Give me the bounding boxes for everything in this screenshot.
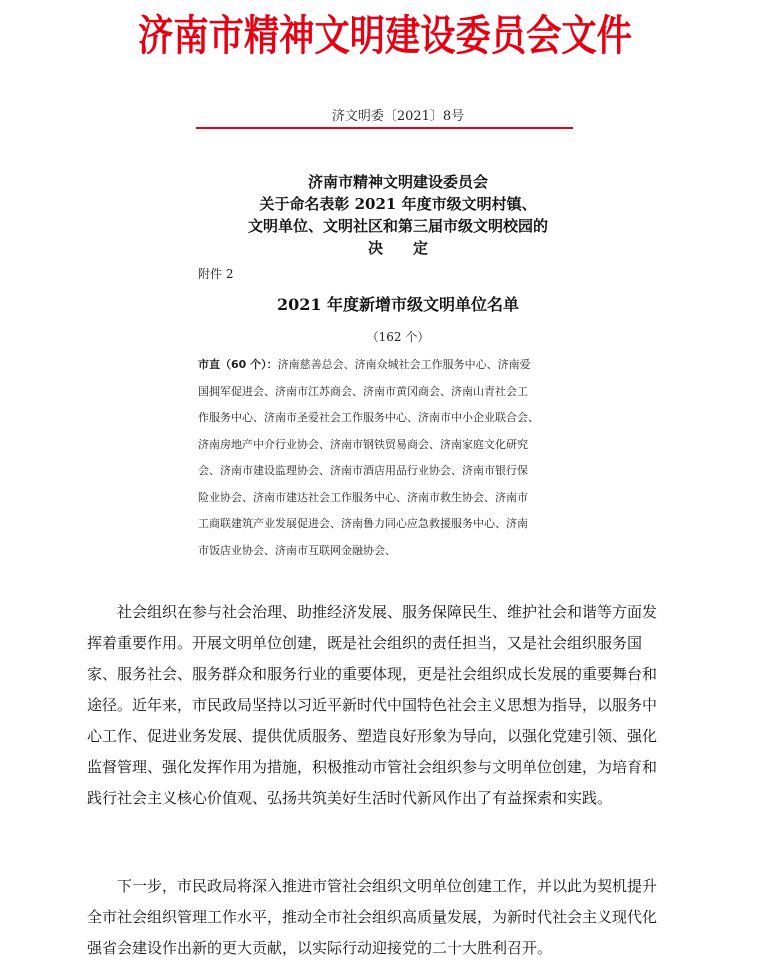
paragraph-line: 全市社会组织管理工作水平，推动全市社会组织高质量发展，为新时代社会主义现代化 [87, 908, 658, 926]
attachment-label: 附件 2 [198, 267, 234, 281]
list-line: 济南房地产中介行业协会、济南市钢铁贸易商会、济南家庭文化研究 [198, 437, 528, 451]
list-line: 国拥军促进会、济南市江苏商会、济南市黄冈商会、济南山青社会工 [198, 384, 528, 398]
title-line: 决 定 [367, 239, 428, 257]
title-line: 文明单位、文明社区和第三届市级文明校园的 [247, 217, 548, 235]
list-title: 2021 年度新增市级文明单位名单 [276, 295, 520, 314]
list-count: （162 个） [366, 330, 430, 344]
body-paragraph-2 [87, 871, 717, 964]
body-paragraph-1 [87, 597, 717, 814]
paragraph-line: 监督管理、强化发挥作用为措施，积极推动市管社会组织参与文明单位创建，为培育和 [87, 758, 658, 776]
list-line: 工商联建筑产业发展促进会、济南鲁力同心应急救援服务中心、济南 [198, 517, 528, 530]
paragraph-line: 践行社会主义核心价值观、弘扬共筑美好生活时代新风作出了有益探索和实践。 [87, 789, 613, 807]
red-divider [196, 127, 573, 129]
unit-list [198, 352, 608, 564]
list-line-text: 济南慈善总会、济南众城社会工作服务中心、济南爱 [277, 358, 531, 371]
list-line: 作服务中心、济南市圣爱社会工作服务中心、济南市中小企业联合会、 [198, 411, 539, 424]
title-line: 关于命名表彰 2021 年度市级文明村镇、 [259, 195, 537, 213]
list-line: 会、济南市建设监理协会、济南市酒店用品行业协会、济南市银行保 [198, 464, 528, 477]
document-number: 济文明委〔2021〕8号 [331, 109, 465, 124]
title-line: 济南市精神文明建设委员会 [307, 173, 488, 191]
paragraph-line: 下一步，市民政局将深入推进市管社会组织文明单位创建工作，并以此为契机提升 [87, 877, 658, 895]
list-section-label: 市直（60 个）： [198, 358, 278, 371]
list-line [198, 352, 608, 379]
decision-title [0, 171, 771, 259]
paragraph-line: 途径。近年来，市民政局坚持以习近平新时代中国特色社会主义思想为指导，以服务中 [87, 696, 658, 714]
list-line: 险业协会、济南市建达社会工作服务中心、济南市救生协会、济南市 [198, 490, 528, 504]
paragraph-line: 强省会建设作出新的更大贡献，以实际行动迎接党的二十大胜利召开。 [87, 939, 553, 957]
paragraph-line: 社会组织在参与社会治理、助推经济发展、服务保障民生、维护社会和谐等方面发 [87, 603, 658, 621]
masthead-title: 济南市精神文明建设委员会文件 [138, 11, 633, 60]
paragraph-line: 家、服务社会、服务群众和服务行业的重要体现，更是社会组织成长发展的重要舞台和 [87, 665, 658, 683]
list-line: 市饭店业协会、济南市互联网金融协会、 [198, 543, 396, 557]
paragraph-line: 心工作、促进业务发展、提供优质服务、塑造良好形象为导向，以强化党建引领、强化 [87, 727, 658, 745]
paragraph-line: 挥着重要作用。开展文明单位创建，既是社会组织的责任担当，又是社会组织服务国 [87, 634, 643, 652]
masthead [0, 2, 771, 64]
